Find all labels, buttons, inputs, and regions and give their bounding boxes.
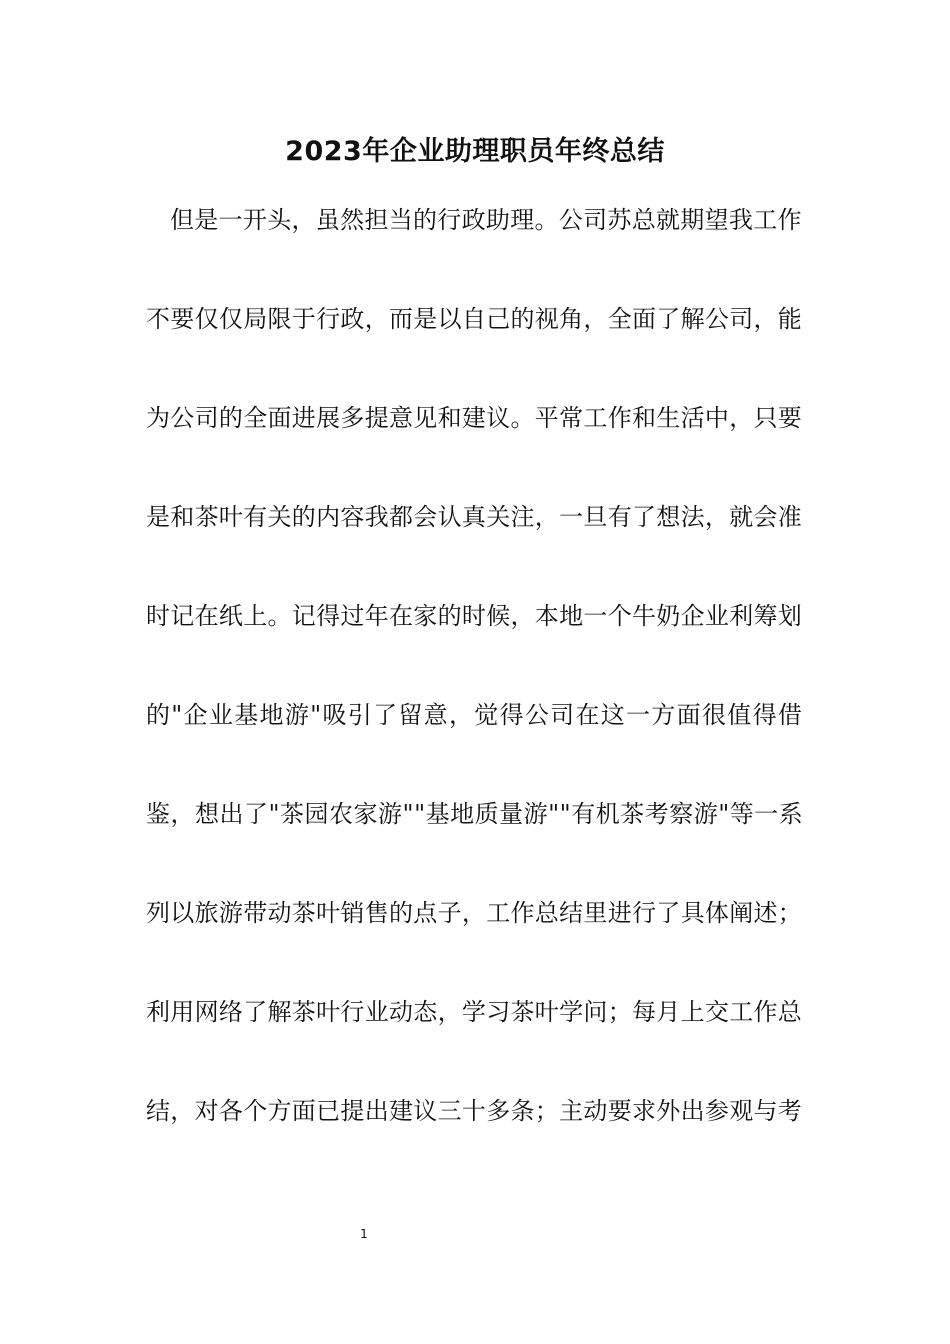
paragraph-line: 但是一开头，虽然担当的行政助理。公司苏总就期望我工作 [170,206,802,234]
document-title: 2023年企业助理职员年终总结 [285,136,665,167]
paragraph-line: 列以旅游带动茶叶销售的点子，工作总结里进行了具体阐述； [146,899,803,927]
paragraph-line: 是和茶叶有关的内容我都会认真关注，一旦有了想法，就会准 [146,503,803,531]
paragraph-line: 的"企业基地游"吸引了留意，觉得公司在这一方面很值得借 [146,701,804,729]
paragraph-line: 为公司的全面进展多提意见和建议。平常工作和生活中，只要 [146,404,803,432]
paragraph-line: 不要仅仅局限于行政，而是以自己的视角，全面了解公司，能 [146,305,803,333]
paragraph-line: 利用网络了解茶叶行业动态，学习茶叶学问；每月上交工作总 [146,998,803,1026]
page-number: 1 [360,1227,368,1241]
paragraph-line: 结，对各个方面已提出建议三十多条；主动要求外出参观与考 [146,1097,803,1125]
paragraph-line: 时记在纸上。记得过年在家的时候，本地一个牛奶企业利筹划 [146,602,803,630]
paragraph-line: 鉴，想出了"茶园农家游""基地质量游""有机茶考察游"等一系 [146,800,804,828]
